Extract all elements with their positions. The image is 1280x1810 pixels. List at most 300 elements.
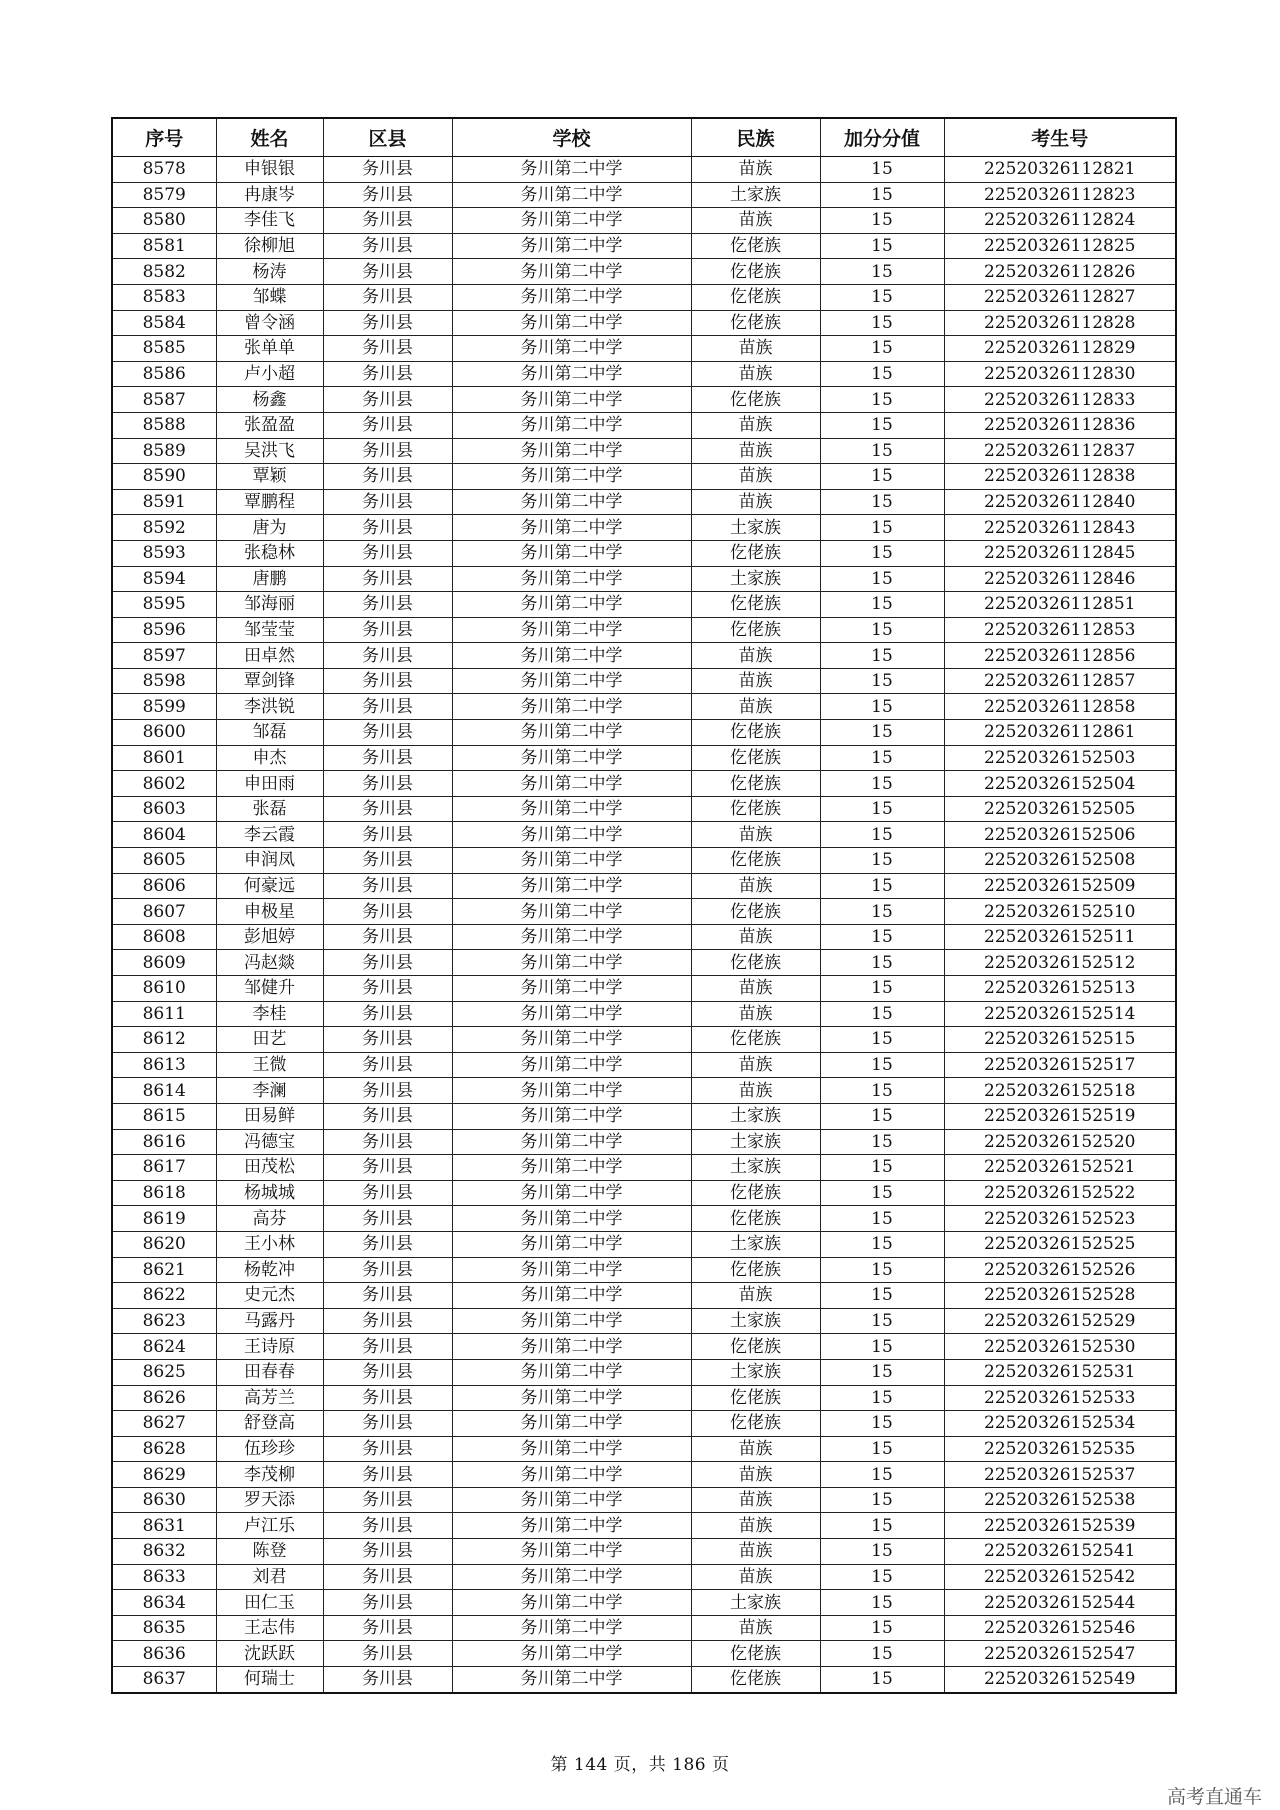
cell-serial-number: 8631 — [112, 1513, 216, 1539]
cell-county: 务川县 — [323, 720, 452, 746]
cell-school: 务川第二中学 — [452, 643, 691, 669]
cell-bonus-points: 15 — [820, 1513, 944, 1539]
cell-candidate-id: 22520326112840 — [944, 489, 1176, 515]
watermark-text: 高考直通车 — [1166, 1786, 1262, 1808]
header-name: 姓名 — [216, 118, 323, 157]
cell-bonus-points: 15 — [820, 1155, 944, 1181]
table-row — [112, 1257, 1176, 1283]
cell-ethnicity: 仡佬族 — [691, 899, 820, 925]
cell-serial-number: 8636 — [112, 1641, 216, 1667]
cell-name: 田易鲜 — [216, 1103, 323, 1129]
cell-county: 务川县 — [323, 796, 452, 822]
table-row — [112, 310, 1176, 336]
cell-county: 务川县 — [323, 284, 452, 310]
cell-county: 务川县 — [323, 822, 452, 848]
cell-serial-number: 8588 — [112, 412, 216, 438]
cell-county: 务川县 — [323, 771, 452, 797]
cell-county: 务川县 — [323, 1615, 452, 1641]
cell-candidate-id: 22520326152531 — [944, 1359, 1176, 1385]
cell-serial-number: 8594 — [112, 566, 216, 592]
cell-ethnicity: 仡佬族 — [691, 796, 820, 822]
cell-serial-number: 8603 — [112, 796, 216, 822]
cell-name: 邹莹莹 — [216, 617, 323, 643]
cell-ethnicity: 苗族 — [691, 464, 820, 490]
cell-county: 务川县 — [323, 1052, 452, 1078]
table-row — [112, 1436, 1176, 1462]
cell-county: 务川县 — [323, 1308, 452, 1334]
cell-name: 李佳飞 — [216, 208, 323, 234]
cell-candidate-id: 22520326152517 — [944, 1052, 1176, 1078]
cell-serial-number: 8585 — [112, 336, 216, 362]
table-row — [112, 566, 1176, 592]
cell-serial-number: 8609 — [112, 950, 216, 976]
cell-serial-number: 8614 — [112, 1078, 216, 1104]
cell-ethnicity: 仡佬族 — [691, 1027, 820, 1053]
cell-school: 务川第二中学 — [452, 822, 691, 848]
cell-county: 务川县 — [323, 387, 452, 413]
table-row — [112, 515, 1176, 541]
cell-name: 唐鹏 — [216, 566, 323, 592]
cell-name: 罗天添 — [216, 1487, 323, 1513]
cell-school: 务川第二中学 — [452, 1462, 691, 1488]
cell-serial-number: 8612 — [112, 1027, 216, 1053]
cell-bonus-points: 15 — [820, 1590, 944, 1616]
cell-candidate-id: 22520326152518 — [944, 1078, 1176, 1104]
cell-county: 务川县 — [323, 1359, 452, 1385]
cell-county: 务川县 — [323, 1257, 452, 1283]
table-row — [112, 233, 1176, 259]
cell-name: 邹蝶 — [216, 284, 323, 310]
cell-school: 务川第二中学 — [452, 1052, 691, 1078]
cell-county: 务川县 — [323, 1206, 452, 1232]
cell-serial-number: 8634 — [112, 1590, 216, 1616]
cell-name: 李洪锐 — [216, 694, 323, 720]
cell-ethnicity: 土家族 — [691, 1308, 820, 1334]
cell-bonus-points: 15 — [820, 950, 944, 976]
cell-name: 卢江乐 — [216, 1513, 323, 1539]
cell-serial-number: 8601 — [112, 745, 216, 771]
table-row — [112, 1590, 1176, 1616]
table-row — [112, 1359, 1176, 1385]
cell-name: 申田雨 — [216, 771, 323, 797]
cell-candidate-id: 22520326152526 — [944, 1257, 1176, 1283]
cell-county: 务川县 — [323, 1231, 452, 1257]
cell-serial-number: 8628 — [112, 1436, 216, 1462]
cell-county: 务川县 — [323, 976, 452, 1002]
table-row — [112, 976, 1176, 1002]
cell-name: 冯赵燚 — [216, 950, 323, 976]
cell-name: 覃剑锋 — [216, 668, 323, 694]
cell-name: 杨鑫 — [216, 387, 323, 413]
cell-bonus-points: 15 — [820, 873, 944, 899]
cell-school: 务川第二中学 — [452, 694, 691, 720]
cell-ethnicity: 仡佬族 — [691, 771, 820, 797]
cell-name: 王志伟 — [216, 1615, 323, 1641]
cell-serial-number: 8629 — [112, 1462, 216, 1488]
cell-ethnicity: 仡佬族 — [691, 310, 820, 336]
cell-bonus-points: 15 — [820, 259, 944, 285]
table-row — [112, 1641, 1176, 1667]
cell-serial-number: 8580 — [112, 208, 216, 234]
cell-serial-number: 8602 — [112, 771, 216, 797]
cell-serial-number: 8581 — [112, 233, 216, 259]
cell-serial-number: 8592 — [112, 515, 216, 541]
cell-name: 马露丹 — [216, 1308, 323, 1334]
cell-ethnicity: 仡佬族 — [691, 1334, 820, 1360]
table-row — [112, 1001, 1176, 1027]
cell-candidate-id: 22520326152504 — [944, 771, 1176, 797]
cell-name: 何豪远 — [216, 873, 323, 899]
cell-school: 务川第二中学 — [452, 1001, 691, 1027]
cell-candidate-id: 22520326152549 — [944, 1667, 1176, 1693]
cell-county: 务川县 — [323, 1667, 452, 1693]
cell-ethnicity: 仡佬族 — [691, 617, 820, 643]
cell-serial-number: 8587 — [112, 387, 216, 413]
cell-school: 务川第二中学 — [452, 1283, 691, 1309]
cell-name: 李茂柳 — [216, 1462, 323, 1488]
table-row — [112, 284, 1176, 310]
cell-name: 徐柳旭 — [216, 233, 323, 259]
cell-name: 王诗原 — [216, 1334, 323, 1360]
cell-candidate-id: 22520326112838 — [944, 464, 1176, 490]
cell-bonus-points: 15 — [820, 1027, 944, 1053]
cell-candidate-id: 22520326112861 — [944, 720, 1176, 746]
cell-bonus-points: 15 — [820, 1206, 944, 1232]
cell-candidate-id: 22520326152512 — [944, 950, 1176, 976]
cell-ethnicity: 苗族 — [691, 361, 820, 387]
cell-ethnicity: 苗族 — [691, 412, 820, 438]
cell-candidate-id: 22520326152503 — [944, 745, 1176, 771]
cell-serial-number: 8619 — [112, 1206, 216, 1232]
cell-school: 务川第二中学 — [452, 1334, 691, 1360]
table-row — [112, 464, 1176, 490]
cell-school: 务川第二中学 — [452, 1155, 691, 1181]
cell-bonus-points: 15 — [820, 336, 944, 362]
table-row — [112, 361, 1176, 387]
cell-school: 务川第二中学 — [452, 489, 691, 515]
cell-name: 冉康岑 — [216, 182, 323, 208]
cell-county: 务川县 — [323, 182, 452, 208]
cell-candidate-id: 22520326152523 — [944, 1206, 1176, 1232]
cell-name: 杨城城 — [216, 1180, 323, 1206]
cell-school: 务川第二中学 — [452, 1206, 691, 1232]
cell-serial-number: 8593 — [112, 540, 216, 566]
cell-county: 务川县 — [323, 1180, 452, 1206]
cell-name: 张单单 — [216, 336, 323, 362]
cell-school: 务川第二中学 — [452, 592, 691, 618]
cell-school: 务川第二中学 — [452, 208, 691, 234]
cell-name: 高芳兰 — [216, 1385, 323, 1411]
cell-school: 务川第二中学 — [452, 1667, 691, 1693]
table-header — [112, 118, 1176, 157]
cell-bonus-points: 15 — [820, 464, 944, 490]
table-row — [112, 1078, 1176, 1104]
table-row — [112, 668, 1176, 694]
cell-bonus-points: 15 — [820, 284, 944, 310]
cell-ethnicity: 仡佬族 — [691, 592, 820, 618]
cell-name: 邹健升 — [216, 976, 323, 1002]
cell-school: 务川第二中学 — [452, 1590, 691, 1616]
cell-candidate-id: 22520326152542 — [944, 1564, 1176, 1590]
cell-county: 务川县 — [323, 310, 452, 336]
cell-name: 唐为 — [216, 515, 323, 541]
cell-school: 务川第二中学 — [452, 157, 691, 183]
table-row — [112, 1283, 1176, 1309]
cell-ethnicity: 苗族 — [691, 976, 820, 1002]
cell-name: 李桂 — [216, 1001, 323, 1027]
cell-candidate-id: 22520326152537 — [944, 1462, 1176, 1488]
cell-name: 田春春 — [216, 1359, 323, 1385]
cell-ethnicity: 仡佬族 — [691, 284, 820, 310]
cell-bonus-points: 15 — [820, 1615, 944, 1641]
cell-candidate-id: 22520326152534 — [944, 1411, 1176, 1437]
table-row — [112, 745, 1176, 771]
cell-bonus-points: 15 — [820, 643, 944, 669]
cell-candidate-id: 22520326152535 — [944, 1436, 1176, 1462]
cell-candidate-id: 22520326152522 — [944, 1180, 1176, 1206]
cell-ethnicity: 苗族 — [691, 1564, 820, 1590]
cell-name: 陈登 — [216, 1539, 323, 1565]
cell-candidate-id: 22520326112837 — [944, 438, 1176, 464]
cell-county: 务川县 — [323, 1027, 452, 1053]
cell-bonus-points: 15 — [820, 617, 944, 643]
cell-bonus-points: 15 — [820, 208, 944, 234]
cell-bonus-points: 15 — [820, 899, 944, 925]
table-row — [112, 1513, 1176, 1539]
cell-county: 务川县 — [323, 464, 452, 490]
cell-name: 田茂松 — [216, 1155, 323, 1181]
cell-ethnicity: 土家族 — [691, 566, 820, 592]
cell-name: 王小林 — [216, 1231, 323, 1257]
cell-candidate-id: 22520326112826 — [944, 259, 1176, 285]
cell-candidate-id: 22520326152528 — [944, 1283, 1176, 1309]
cell-bonus-points: 15 — [820, 1103, 944, 1129]
cell-candidate-id: 22520326112851 — [944, 592, 1176, 618]
cell-bonus-points: 15 — [820, 1487, 944, 1513]
cell-name: 邹海丽 — [216, 592, 323, 618]
cell-ethnicity: 仡佬族 — [691, 1180, 820, 1206]
cell-school: 务川第二中学 — [452, 259, 691, 285]
cell-serial-number: 8633 — [112, 1564, 216, 1590]
cell-serial-number: 8597 — [112, 643, 216, 669]
cell-school: 务川第二中学 — [452, 182, 691, 208]
cell-school: 务川第二中学 — [452, 1564, 691, 1590]
cell-bonus-points: 15 — [820, 1462, 944, 1488]
cell-candidate-id: 22520326152529 — [944, 1308, 1176, 1334]
cell-bonus-points: 15 — [820, 822, 944, 848]
cell-county: 务川县 — [323, 1155, 452, 1181]
header-serial-number: 序号 — [112, 118, 216, 157]
cell-bonus-points: 15 — [820, 1231, 944, 1257]
cell-ethnicity: 苗族 — [691, 694, 820, 720]
cell-name: 彭旭婷 — [216, 924, 323, 950]
cell-name: 张磊 — [216, 796, 323, 822]
table-row — [112, 1487, 1176, 1513]
table-row — [112, 771, 1176, 797]
cell-candidate-id: 22520326112825 — [944, 233, 1176, 259]
cell-ethnicity: 苗族 — [691, 1052, 820, 1078]
cell-ethnicity: 土家族 — [691, 515, 820, 541]
cell-school: 务川第二中学 — [452, 873, 691, 899]
cell-candidate-id: 22520326152506 — [944, 822, 1176, 848]
cell-serial-number: 8578 — [112, 157, 216, 183]
cell-county: 务川县 — [323, 515, 452, 541]
cell-ethnicity: 土家族 — [691, 1590, 820, 1616]
cell-ethnicity: 苗族 — [691, 1078, 820, 1104]
cell-ethnicity: 土家族 — [691, 1155, 820, 1181]
cell-ethnicity: 土家族 — [691, 1103, 820, 1129]
cell-county: 务川县 — [323, 1641, 452, 1667]
cell-school: 务川第二中学 — [452, 540, 691, 566]
cell-serial-number: 8589 — [112, 438, 216, 464]
table-row — [112, 1052, 1176, 1078]
cell-school: 务川第二中学 — [452, 848, 691, 874]
cell-ethnicity: 仡佬族 — [691, 720, 820, 746]
cell-serial-number: 8613 — [112, 1052, 216, 1078]
cell-name: 刘君 — [216, 1564, 323, 1590]
cell-bonus-points: 15 — [820, 694, 944, 720]
cell-school: 务川第二中学 — [452, 284, 691, 310]
cell-name: 王微 — [216, 1052, 323, 1078]
cell-ethnicity: 苗族 — [691, 438, 820, 464]
cell-name: 张盈盈 — [216, 412, 323, 438]
cell-candidate-id: 22520326152520 — [944, 1129, 1176, 1155]
cell-school: 务川第二中学 — [452, 1129, 691, 1155]
cell-serial-number: 8620 — [112, 1231, 216, 1257]
cell-serial-number: 8599 — [112, 694, 216, 720]
cell-school: 务川第二中学 — [452, 233, 691, 259]
cell-county: 务川县 — [323, 1513, 452, 1539]
table-row — [112, 438, 1176, 464]
cell-serial-number: 8616 — [112, 1129, 216, 1155]
cell-county: 务川县 — [323, 566, 452, 592]
cell-school: 务川第二中学 — [452, 1539, 691, 1565]
cell-name: 覃颖 — [216, 464, 323, 490]
table-row — [112, 822, 1176, 848]
table-row — [112, 873, 1176, 899]
cell-serial-number: 8582 — [112, 259, 216, 285]
cell-school: 务川第二中学 — [452, 310, 691, 336]
cell-ethnicity: 苗族 — [691, 822, 820, 848]
cell-school: 务川第二中学 — [452, 924, 691, 950]
cell-bonus-points: 15 — [820, 412, 944, 438]
cell-school: 务川第二中学 — [452, 1411, 691, 1437]
cell-county: 务川县 — [323, 848, 452, 874]
cell-name: 吴洪飞 — [216, 438, 323, 464]
cell-candidate-id: 22520326152509 — [944, 873, 1176, 899]
cell-candidate-id: 22520326152525 — [944, 1231, 1176, 1257]
cell-candidate-id: 22520326152539 — [944, 1513, 1176, 1539]
cell-ethnicity: 仡佬族 — [691, 1206, 820, 1232]
cell-name: 杨乾冲 — [216, 1257, 323, 1283]
cell-school: 务川第二中学 — [452, 464, 691, 490]
cell-school: 务川第二中学 — [452, 515, 691, 541]
cell-bonus-points: 15 — [820, 1564, 944, 1590]
cell-serial-number: 8610 — [112, 976, 216, 1002]
cell-candidate-id: 22520326112827 — [944, 284, 1176, 310]
cell-name: 何瑞士 — [216, 1667, 323, 1693]
cell-bonus-points: 15 — [820, 182, 944, 208]
table-row — [112, 1231, 1176, 1257]
cell-bonus-points: 15 — [820, 1436, 944, 1462]
cell-name: 李云霞 — [216, 822, 323, 848]
table-body — [112, 157, 1176, 1693]
cell-ethnicity: 土家族 — [691, 1359, 820, 1385]
cell-name: 邹磊 — [216, 720, 323, 746]
cell-candidate-id: 22520326112843 — [944, 515, 1176, 541]
cell-ethnicity: 苗族 — [691, 157, 820, 183]
cell-school: 务川第二中学 — [452, 1487, 691, 1513]
cell-serial-number: 8621 — [112, 1257, 216, 1283]
cell-school: 务川第二中学 — [452, 796, 691, 822]
cell-school: 务川第二中学 — [452, 1359, 691, 1385]
cell-bonus-points: 15 — [820, 1385, 944, 1411]
table-row — [112, 720, 1176, 746]
cell-candidate-id: 22520326112828 — [944, 310, 1176, 336]
cell-name: 史元杰 — [216, 1283, 323, 1309]
cell-county: 务川县 — [323, 540, 452, 566]
cell-serial-number: 8605 — [112, 848, 216, 874]
cell-bonus-points: 15 — [820, 361, 944, 387]
table-row — [112, 540, 1176, 566]
cell-school: 务川第二中学 — [452, 745, 691, 771]
cell-serial-number: 8607 — [112, 899, 216, 925]
cell-serial-number: 8584 — [112, 310, 216, 336]
table-row — [112, 592, 1176, 618]
table-row — [112, 617, 1176, 643]
cell-ethnicity: 苗族 — [691, 873, 820, 899]
table-row — [112, 950, 1176, 976]
table-row — [112, 1027, 1176, 1053]
cell-county: 务川县 — [323, 1334, 452, 1360]
cell-county: 务川县 — [323, 1590, 452, 1616]
cell-school: 务川第二中学 — [452, 668, 691, 694]
cell-name: 曾令涵 — [216, 310, 323, 336]
cell-name: 田卓然 — [216, 643, 323, 669]
cell-serial-number: 8635 — [112, 1615, 216, 1641]
cell-candidate-id: 22520326152514 — [944, 1001, 1176, 1027]
cell-candidate-id: 22520326152519 — [944, 1103, 1176, 1129]
cell-bonus-points: 15 — [820, 387, 944, 413]
cell-ethnicity: 仡佬族 — [691, 233, 820, 259]
cell-county: 务川县 — [323, 873, 452, 899]
cell-name: 田艺 — [216, 1027, 323, 1053]
cell-candidate-id: 22520326152538 — [944, 1487, 1176, 1513]
cell-county: 务川县 — [323, 1564, 452, 1590]
cell-county: 务川县 — [323, 1462, 452, 1488]
cell-school: 务川第二中学 — [452, 976, 691, 1002]
cell-bonus-points: 15 — [820, 540, 944, 566]
cell-county: 务川县 — [323, 412, 452, 438]
cell-ethnicity: 仡佬族 — [691, 387, 820, 413]
cell-serial-number: 8604 — [112, 822, 216, 848]
cell-county: 务川县 — [323, 617, 452, 643]
cell-school: 务川第二中学 — [452, 720, 691, 746]
cell-bonus-points: 15 — [820, 848, 944, 874]
cell-county: 务川县 — [323, 1103, 452, 1129]
cell-ethnicity: 苗族 — [691, 208, 820, 234]
cell-serial-number: 8600 — [112, 720, 216, 746]
cell-county: 务川县 — [323, 438, 452, 464]
cell-school: 务川第二中学 — [452, 1257, 691, 1283]
cell-name: 杨涛 — [216, 259, 323, 285]
table-row — [112, 1462, 1176, 1488]
cell-ethnicity: 仡佬族 — [691, 259, 820, 285]
cell-serial-number: 8590 — [112, 464, 216, 490]
cell-name: 申银银 — [216, 157, 323, 183]
header-ethnicity: 民族 — [691, 118, 820, 157]
cell-ethnicity: 仡佬族 — [691, 848, 820, 874]
